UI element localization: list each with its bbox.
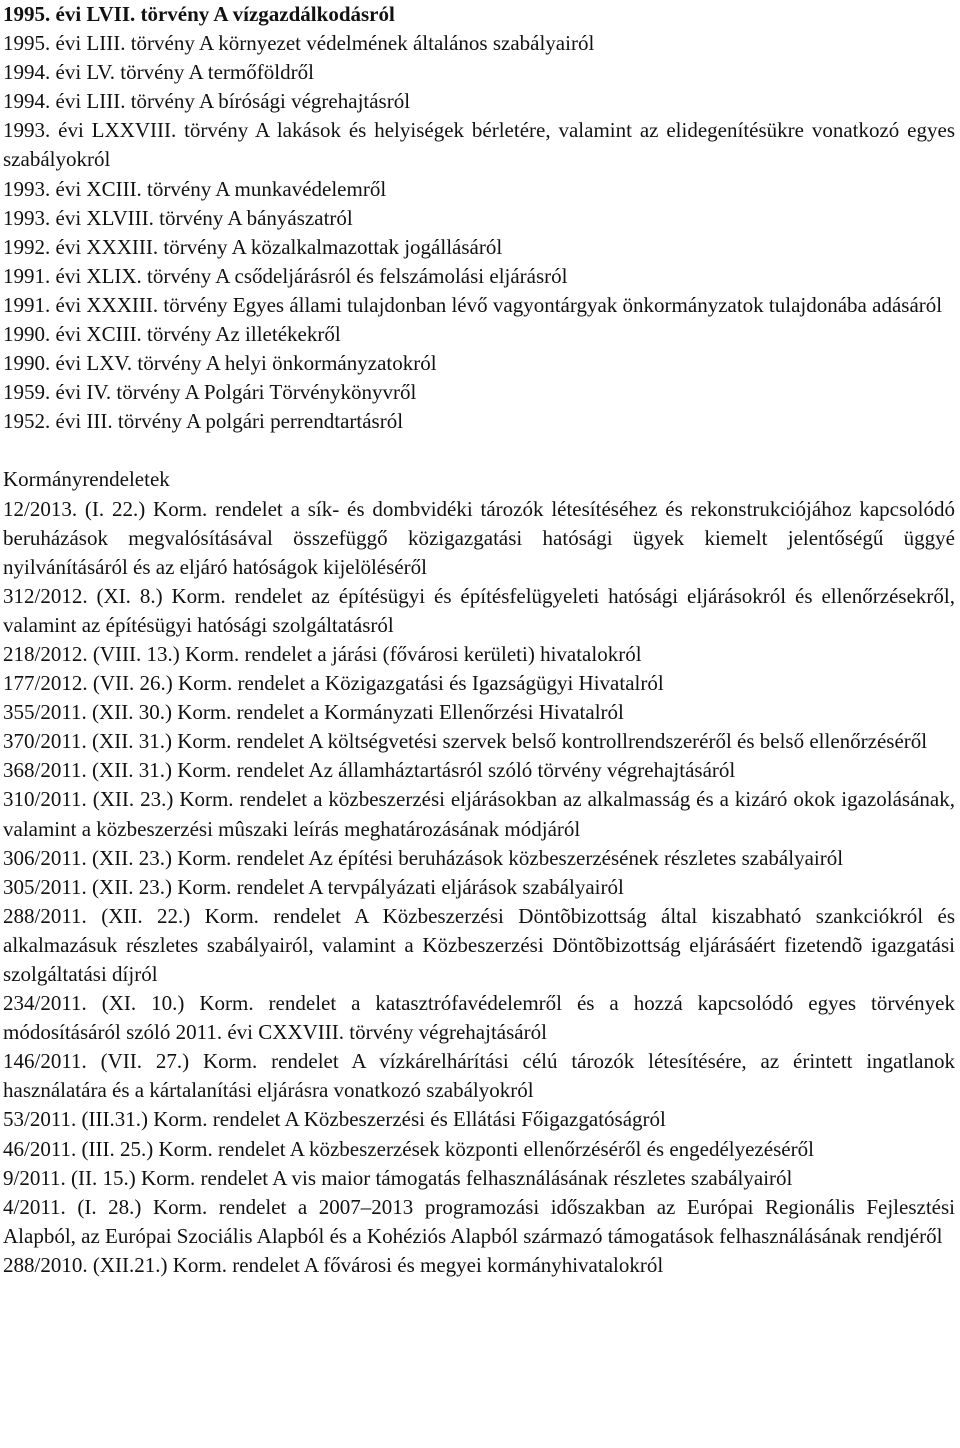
decree-entry: 370/2011. (XII. 31.) Korm. rendelet A költségvetési szervek belső kontrollrendszeréről és belső ellenőrzéséről <box>3 729 928 754</box>
law-entry: 1952. évi III. törvény A polgári perrendtartásról <box>3 409 404 434</box>
decree-entry: 288/2010. (XII.21.) Korm. rendelet A fővárosi és megyei kormányhivatalokról <box>3 1252 664 1277</box>
decrees-heading: Kormányrendeletek <box>3 467 170 492</box>
decrees-list <box>3 495 955 1281</box>
law-entry: 1994. évi LIII. törvény A bírósági végrehajtásról <box>3 89 411 114</box>
law-entry: 1995. évi LIII. törvény A környezet védelmének általános szabályairól <box>3 31 595 56</box>
decree-entry: 53/2011. (III.31.) Korm. rendelet A Közbeszerzési és Ellátási Főigazgatóságról <box>3 1107 666 1132</box>
law-entry: 1992. évi XXXIII. törvény A közalkalmazottak jogállásáról <box>3 234 503 259</box>
law-entry: 1995. évi LVII. törvény A vízgazdálkodásról <box>3 2 395 26</box>
law-entry: 1991. évi XLIX. törvény A csődeljárásról és felszámolási eljárásról <box>3 263 568 288</box>
decree-entry: 355/2011. (XII. 30.) Korm. rendelet a Kormányzati Ellenőrzési Hivatalról <box>3 700 624 725</box>
section-spacer <box>3 436 955 465</box>
decree-entry: 4/2011. (I. 28.) Korm. rendelet a 2007–2013 programozási időszakban az Európai Regionális Fejlesztési Alapból, az Európai Szociális Alapból és a Kohéziós Alapból származó támogatások felhasználásának rendjéről <box>3 1194 955 1248</box>
decree-entry: 288/2011. (XII. 22.) Korm. rendelet A Közbeszerzési Döntõbizottság által kiszabható szankciókról és alkalmazásuk részletes szabályairól, valamint a Közbeszerzési Döntõbizottság eljárásáért fizetendõ igazgatási szolgáltatási díjról <box>3 903 955 986</box>
law-entry: 1990. évi LXV. törvény A helyi önkormányzatokról <box>3 351 437 376</box>
decree-entry: 234/2011. (XI. 10.) Korm. rendelet a katasztrófavédelemről és a hozzá kapcsolódó egyes törvények módosításáról szóló 2011. évi CXXVIII. törvény végrehajtásáról <box>3 991 955 1045</box>
law-entry: 1990. évi XCIII. törvény Az illetékekről <box>3 322 341 347</box>
law-entry: 1994. évi LV. törvény A termőföldről <box>3 60 314 85</box>
decree-entry: 368/2011. (XII. 31.) Korm. rendelet Az államháztartásról szóló törvény végrehajtásáról <box>3 758 736 783</box>
law-entry: 1993. évi XCIII. törvény A munkavédelemről <box>3 176 387 201</box>
decree-entry: 177/2012. (VII. 26.) Korm. rendelet a Közigazgatási és Igazságügyi Hivatalról <box>3 671 664 696</box>
law-entry: 1993. évi LXXVIII. törvény A lakások és helyiségek bérletére, valamint az elidegenítésükre vonatkozó egyes szabályokról <box>3 118 955 172</box>
document-page <box>3 0 955 1280</box>
decree-entry: 312/2012. (XI. 8.) Korm. rendelet az építésügyi és építésfelügyeleti hatósági eljárásokról és ellenőrzésekről, valamint az építésügyi hatósági szolgáltatásról <box>3 583 955 637</box>
decree-entry: 310/2011. (XII. 23.) Korm. rendelet a közbeszerzési eljárásokban az alkalmasság és a kizáró okok igazolásának, valamint a közbeszerzési mûszaki leírás meghatározásának módjáról <box>3 787 955 841</box>
decree-entry: 218/2012. (VIII. 13.) Korm. rendelet a járási (fővárosi kerületi) hivatalokról <box>3 641 642 666</box>
decree-entry: 146/2011. (VII. 27.) Korm. rendelet A vízkárelhárítási célú tározók létesítésére, az érintett ingatlanok használatára és a kártalanítási eljárásra vonatkozó szabályokról <box>3 1049 955 1103</box>
decree-entry: 9/2011. (II. 15.) Korm. rendelet A vis maior támogatás felhasználásának részletes szabályairól <box>3 1165 793 1190</box>
decree-entry: 305/2011. (XII. 23.) Korm. rendelet A tervpályázati eljárások szabályairól <box>3 874 624 899</box>
law-entry: 1959. évi IV. törvény A Polgári Törvénykönyvről <box>3 380 417 405</box>
decree-entry: 12/2013. (I. 22.) Korm. rendelet a sík- és dombvidéki tározók létesítéséhez és rekonstrukciójához kapcsolódó beruházások megvalósításával összefüggő közigazgatási hatósági ügyek kiemelt jelentőségű üggyé nyilvánításáról és az eljáró hatóságok kijelöléséről <box>3 496 955 579</box>
law-entry: 1993. évi XLVIII. törvény A bányászatról <box>3 205 353 230</box>
laws-list <box>3 0 955 436</box>
decree-entry: 46/2011. (III. 25.) Korm. rendelet A közbeszerzések központi ellenőrzéséről és engedélyezéséről <box>3 1136 814 1161</box>
law-entry: 1991. évi XXXIII. törvény Egyes állami tulajdonban lévő vagyontárgyak önkormányzatok tulajdonába adásáról <box>3 292 943 317</box>
decree-entry: 306/2011. (XII. 23.) Korm. rendelet Az építési beruházások közbeszerzésének részletes szabályairól <box>3 845 844 870</box>
